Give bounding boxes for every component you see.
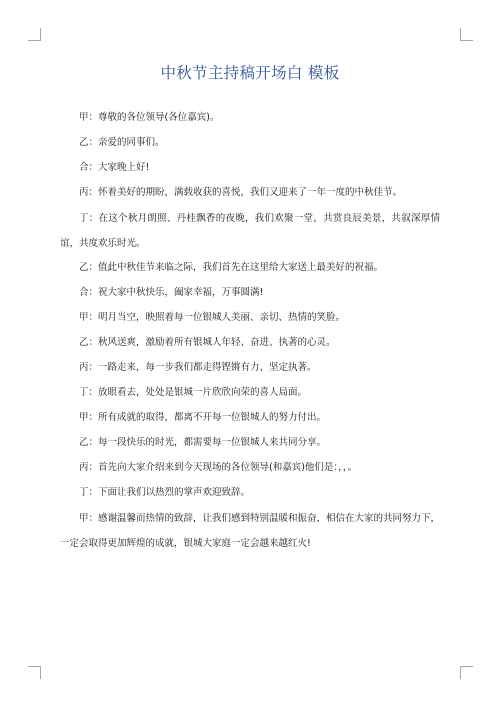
paragraph-10: 丙：一路走来，每一步我们都走得铿锵有力、坚定执著。 xyxy=(79,362,317,373)
crop-mark-top-right xyxy=(460,28,473,41)
crop-mark-bottom-right xyxy=(460,666,473,679)
paragraph-15: 丁：下面让我们以热烈的掌声欢迎致辞。 xyxy=(79,487,251,498)
paragraph-9: 乙：秋风送爽，激励着所有银城人年轻、奋进、执著的心灵。 xyxy=(79,337,336,348)
paragraph-12: 甲：所有成就的取得，都离不开每一位银城人的努力付出。 xyxy=(79,412,327,423)
paragraph-4: 丙：怀着美好的期盼，满载收获的喜悦，我们又迎来了一年一度的中秋佳节。 xyxy=(79,187,403,198)
paragraph-13: 乙：每一段快乐的时光，都需要每一位银城人来共同分享。 xyxy=(79,437,327,448)
paragraph-16: 甲：感谢温馨而热情的致辞，让我们感到特别温暖和振奋，相信在大家的共同努力下，一定会取得更加辉煌的成就，银城大家庭一定会越来越红火! xyxy=(60,513,441,549)
paragraph-1: 甲：尊敬的各位领导(各位嘉宾)。 xyxy=(79,112,220,123)
paragraph-7: 合：祝大家中秋快乐，阖家幸福，万事圆满! xyxy=(79,287,264,298)
crop-mark-bottom-left xyxy=(28,666,41,679)
paragraph-5: 丁：在这个秋月朗照、丹桂飘香的夜晚，我们欢聚一堂，共赏良辰美景，共叙深厚情谊，共度欢乐时光。 xyxy=(60,213,440,249)
document-body xyxy=(60,111,440,561)
paragraph-11: 丁：放眼看去，处处是银城一片欣欣向荣的喜人局面。 xyxy=(79,387,308,398)
paragraph-8: 甲：明月当空，映照着每一位银城人美丽、亲切、热情的笑脸。 xyxy=(79,312,346,323)
paragraph-14: 丙：首先向大家介绍来到今天现场的各位领导(和嘉宾)他们是：，，。 xyxy=(79,462,358,473)
paragraph-6: 乙：值此中秋佳节来临之际，我们首先在这里给大家送上最美好的祝福。 xyxy=(79,262,384,273)
paragraph-3: 合：大家晚上好! xyxy=(79,162,150,173)
paragraph-2: 乙：亲爱的同事们。 xyxy=(79,137,165,148)
crop-mark-top-left xyxy=(28,28,41,41)
document-title: 中秋节主持稿开场白 模板 xyxy=(160,64,340,82)
